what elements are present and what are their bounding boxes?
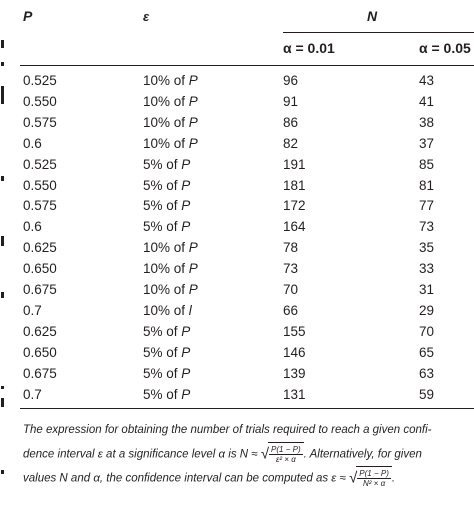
- cell-p: 0.525: [23, 73, 57, 88]
- footnote-line-2-end: . Alternatively, for given: [303, 448, 422, 461]
- cell-n-alpha-001: 66: [283, 302, 299, 318]
- cell-epsilon-percent: 10% of: [143, 93, 189, 109]
- footnote-line-2: [23, 442, 422, 467]
- cell-p: 0.6: [23, 135, 42, 151]
- cell-p: 0.675: [23, 365, 57, 381]
- cell-n-alpha-005: 33: [419, 261, 435, 277]
- header-row: [0, 8, 474, 28]
- header-n-rule: [283, 32, 474, 33]
- cell-epsilon-variable: P: [188, 135, 198, 151]
- cell-epsilon: [143, 345, 190, 360]
- footnote-line-3-text: values N and α, the confidence interval can be computed as ε ≈: [23, 472, 350, 485]
- cell-epsilon-percent: 5% of: [143, 177, 182, 193]
- cell-epsilon-variable: P: [188, 282, 198, 297]
- header-n: N: [367, 8, 378, 24]
- cell-p: 0.650: [23, 344, 57, 360]
- cell-n-alpha-005: 37: [419, 135, 435, 151]
- cell-n-alpha-001: 131: [283, 386, 306, 402]
- cell-epsilon-variable: P: [188, 240, 198, 256]
- cell-epsilon-percent: 10% of: [143, 240, 189, 256]
- cell-epsilon-percent: 5% of: [143, 323, 182, 339]
- cell-epsilon: [143, 115, 198, 130]
- cell-epsilon-variable: P: [181, 365, 191, 381]
- table-row: [0, 282, 474, 303]
- cell-epsilon: [143, 366, 190, 381]
- cell-n-alpha-001: 172: [283, 198, 306, 214]
- cell-p: 0.625: [23, 323, 57, 339]
- footnote-line-3: [23, 466, 395, 491]
- cell-n-alpha-005: 31: [419, 282, 435, 297]
- fraction-1-denominator: ε² × α: [275, 455, 296, 465]
- cell-epsilon: [143, 73, 198, 88]
- cell-p: 0.550: [23, 93, 57, 109]
- cell-p: 0.675: [23, 282, 57, 297]
- cell-epsilon-variable: P: [181, 219, 191, 235]
- fraction-1: [269, 445, 303, 464]
- cell-n-alpha-001: 82: [283, 135, 299, 151]
- cell-epsilon: [143, 387, 190, 402]
- cell-n-alpha-005: 65: [419, 344, 435, 360]
- cell-epsilon-percent: 10% of: [143, 135, 189, 151]
- table-row: [0, 366, 474, 387]
- cell-n-alpha-005: 35: [419, 240, 435, 256]
- sqrt-expression-1: [268, 442, 304, 467]
- cell-epsilon-percent: 5% of: [143, 386, 182, 402]
- cell-n-alpha-005: 73: [419, 219, 435, 235]
- sqrt-symbol-2: √: [349, 469, 358, 487]
- cell-n-alpha-005: 70: [419, 323, 435, 339]
- cell-n-alpha-005: 63: [419, 365, 435, 381]
- cell-epsilon: [143, 219, 190, 234]
- cell-p: 0.650: [23, 261, 57, 277]
- cell-epsilon-variable: P: [181, 198, 191, 214]
- cell-n-alpha-001: 96: [283, 73, 299, 88]
- cell-epsilon-variable: P: [188, 261, 198, 277]
- fraction-2: [357, 469, 391, 488]
- cell-n-alpha-001: 164: [283, 219, 306, 235]
- cell-epsilon-variable: P: [181, 177, 191, 193]
- table-row: [0, 240, 474, 261]
- table-row: [0, 94, 474, 115]
- cell-epsilon-percent: 5% of: [143, 219, 182, 235]
- cell-epsilon-percent: 5% of: [143, 344, 182, 360]
- cell-n-alpha-005: 43: [419, 73, 435, 88]
- cell-p: 0.550: [23, 177, 57, 193]
- table-row: [0, 387, 474, 408]
- header-epsilon: ε: [143, 9, 150, 24]
- cell-n-alpha-005: 59: [419, 386, 435, 402]
- cell-epsilon: [143, 178, 190, 193]
- cell-n-alpha-005: 85: [419, 156, 435, 172]
- sqrt-expression-2: [356, 466, 392, 491]
- cell-n-alpha-001: 91: [283, 93, 299, 109]
- cell-p: 0.575: [23, 114, 57, 130]
- cell-epsilon-percent: 10% of: [143, 114, 189, 130]
- cell-epsilon: [143, 324, 190, 339]
- cell-epsilon-percent: 5% of: [143, 365, 182, 381]
- table-row: [0, 198, 474, 219]
- cell-n-alpha-001: 139: [283, 365, 306, 381]
- cell-p: 0.525: [23, 156, 57, 172]
- header-p: P: [23, 8, 33, 24]
- cell-n-alpha-001: 146: [283, 344, 306, 360]
- header-alpha-001: α = 0.01: [283, 40, 335, 56]
- cell-epsilon: [143, 198, 190, 213]
- table-row: [0, 178, 474, 199]
- cell-epsilon-variable: P: [188, 93, 198, 109]
- table-row: [0, 261, 474, 282]
- cell-n-alpha-001: 73: [283, 261, 299, 277]
- cell-n-alpha-005: 38: [419, 114, 435, 130]
- header-alpha-005: α = 0.05: [419, 40, 471, 56]
- table-row: [0, 136, 474, 157]
- cell-epsilon: [143, 94, 198, 109]
- cell-epsilon-variable: P: [181, 386, 191, 402]
- cell-n-alpha-001: 191: [283, 156, 306, 172]
- cell-epsilon: [143, 261, 198, 276]
- cell-epsilon-variable: P: [181, 344, 191, 360]
- table-bottom-rule: [20, 408, 474, 409]
- cell-n-alpha-001: 181: [283, 177, 306, 193]
- cell-epsilon-percent: 10% of: [143, 73, 189, 88]
- table-row: [0, 73, 474, 94]
- footnote-line-2-text: dence interval ε at a significance level α is N ≈: [23, 448, 261, 461]
- cell-epsilon: [143, 136, 198, 151]
- cell-n-alpha-001: 78: [283, 240, 299, 256]
- table-row: [0, 115, 474, 136]
- table-row: [0, 157, 474, 178]
- cell-p: 0.6: [23, 219, 42, 235]
- cell-epsilon-percent: 5% of: [143, 156, 182, 172]
- header-bottom-rule: [20, 65, 474, 66]
- cell-n-alpha-001: 86: [283, 114, 299, 130]
- cell-n-alpha-001: 155: [283, 323, 306, 339]
- cell-n-alpha-001: 70: [283, 282, 299, 297]
- cell-epsilon: [143, 282, 198, 297]
- table-row: [0, 303, 474, 324]
- footnote-line-1: The expression for obtaining the number of trials required to reach a given confi-: [23, 424, 432, 436]
- cell-n-alpha-005: 81: [419, 177, 435, 193]
- table-row: [0, 219, 474, 240]
- fraction-2-denominator: N² × α: [363, 479, 386, 489]
- cell-epsilon-percent: 10% of: [143, 302, 189, 318]
- table-row: [0, 345, 474, 366]
- sqrt-symbol-1: √: [260, 445, 270, 463]
- cell-epsilon: [143, 240, 198, 255]
- footnote-line-3-end: .: [391, 472, 396, 485]
- cell-p: 0.625: [23, 240, 57, 256]
- cell-epsilon: [143, 303, 192, 318]
- cell-n-alpha-005: 77: [419, 198, 435, 214]
- cell-epsilon-variable: P: [181, 156, 191, 172]
- cell-epsilon-percent: 10% of: [143, 261, 189, 277]
- fraction-2-numerator: P(1 − P): [359, 469, 389, 479]
- cell-epsilon-variable: P: [188, 73, 198, 88]
- cell-p: 0.575: [23, 198, 57, 214]
- cell-n-alpha-005: 29: [419, 302, 435, 318]
- fraction-1-numerator: P(1 − P): [271, 445, 301, 455]
- cell-p: 0.7: [23, 302, 42, 318]
- cell-p: 0.7: [23, 386, 42, 402]
- cell-epsilon-variable: P: [188, 114, 198, 130]
- cell-n-alpha-005: 41: [419, 93, 435, 109]
- table-row: [0, 324, 474, 345]
- cell-epsilon-variable: l: [188, 302, 192, 318]
- cell-epsilon-percent: 5% of: [143, 198, 182, 214]
- cell-epsilon: [143, 157, 190, 172]
- cell-epsilon-variable: P: [181, 323, 191, 339]
- subheader-row: [0, 40, 474, 60]
- cell-epsilon-percent: 10% of: [143, 282, 189, 297]
